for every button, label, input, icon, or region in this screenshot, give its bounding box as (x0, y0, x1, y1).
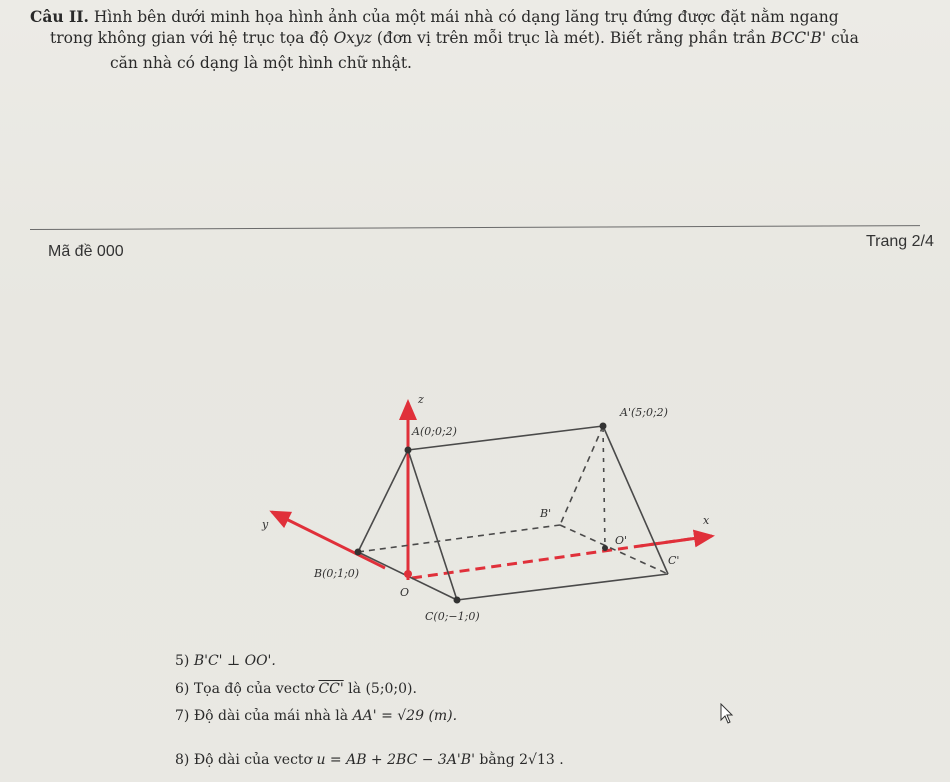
point-C (454, 597, 461, 604)
label-z: z (418, 393, 424, 406)
problem-title: Câu II. (30, 7, 89, 26)
label-A-prime: A'(5;0;2) (620, 406, 668, 419)
vector-CC-prime: CC' (318, 681, 344, 697)
label-C: C(0;−1;0) (425, 610, 480, 623)
point-B (355, 549, 362, 556)
statement-8-number: 8) (175, 752, 190, 768)
label-x: x (703, 514, 710, 527)
edge-A-prime-C-prime (603, 426, 668, 574)
problem-text-2a: trong không gian với hệ trục tọa độ (50, 29, 334, 47)
exam-code: Mã đề 000 (48, 243, 124, 260)
edge-BB-dash (358, 525, 560, 552)
statement-7-text: Độ dài của mái nhà là (193, 708, 353, 724)
mouse-cursor-icon (720, 703, 736, 725)
statement-6-rest: là (5;0;0). (343, 681, 417, 697)
statement-5 (175, 653, 276, 669)
statement-7 (175, 708, 457, 724)
y-axis (272, 512, 385, 568)
label-A: A(0;0;2) (412, 425, 457, 438)
statement-8-text: Độ dài của vectơ (193, 752, 317, 768)
point-O-prime (602, 545, 608, 551)
problem-line-3: căn nhà có dạng là một hình chữ nhật. (110, 54, 412, 72)
edge-A-prime-B-prime-dash (560, 426, 603, 525)
statement-6 (175, 681, 417, 697)
problem-text-1: Hình bên dưới minh họa hình ảnh của một mái nhà có dạng lăng trụ đứng được đặt nằm ngang (93, 8, 839, 26)
problem-text-2c: của (826, 29, 859, 47)
label-B-prime: B' (540, 507, 552, 520)
problem-text-2b: (đơn vị trên mỗi trục là mét). Biết rằng phần trần (371, 29, 771, 47)
point-O (404, 570, 412, 578)
edge-CC (457, 574, 668, 600)
edge-AB (358, 450, 408, 552)
statement-7-number: 7) (175, 708, 190, 724)
edge-B-prime-C-prime-dash (560, 525, 668, 574)
statement-8 (175, 752, 564, 768)
page-number: Trang 2/4 (866, 233, 934, 250)
statement-7-math: AA' = √29 (m). (352, 708, 458, 724)
face-name: BCC'B' (770, 29, 827, 47)
label-O: O (400, 586, 410, 599)
statement-6-text: Tọa độ của vectơ (193, 681, 319, 697)
label-y: y (262, 518, 269, 531)
label-B: B(0;1;0) (314, 567, 360, 580)
statement-5-number: 5) (175, 653, 190, 669)
statement-8-rest: bằng 2√13 . (474, 752, 564, 768)
label-O-prime: O' (615, 534, 628, 547)
statement-8-math: u = AB + 2BC − 3A'B' (316, 752, 475, 768)
point-A (405, 447, 412, 454)
statement-6-number: 6) (175, 681, 190, 697)
x-axis-end (640, 536, 712, 546)
axes-name: Oxyz (333, 29, 372, 47)
edge-A-prime-O-prime-dash (603, 428, 605, 548)
point-A-prime (600, 423, 607, 430)
statement-5-math: B'C' ⊥ OO'. (193, 653, 276, 669)
label-C-prime: C' (668, 554, 680, 567)
